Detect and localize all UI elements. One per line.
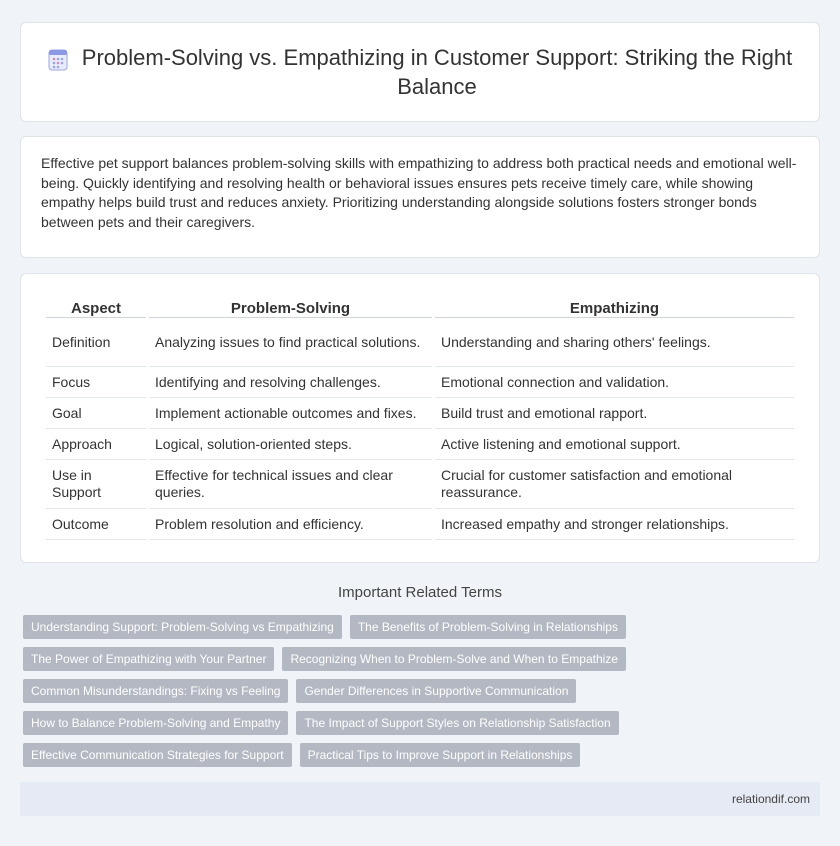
related-terms-list <box>23 615 823 775</box>
table-cell: Problem resolution and efficiency. <box>149 509 432 540</box>
related-terms-title: Important Related Terms <box>338 584 502 601</box>
table-cell: Crucial for customer satisfaction and emotional reassurance. <box>435 460 794 509</box>
table-cell: Active listening and emotional support. <box>435 429 794 460</box>
table-row <box>46 318 794 367</box>
table-cell: Outcome <box>46 509 146 540</box>
table-cell: Focus <box>46 367 146 398</box>
table-cell: Identifying and resolving challenges. <box>149 367 432 398</box>
intro-card <box>20 136 820 258</box>
table-cell: Logical, solution-oriented steps. <box>149 429 432 460</box>
tag-row <box>23 711 823 735</box>
table-cell: Definition <box>46 318 146 367</box>
comparison-table <box>43 294 797 540</box>
related-term-tag[interactable]: The Impact of Support Styles on Relationship Satisfaction <box>296 711 618 735</box>
table-cell: Use in Support <box>46 460 146 509</box>
table-cell: Implement actionable outcomes and fixes. <box>149 398 432 429</box>
related-term-tag[interactable]: The Power of Empathizing with Your Partner <box>23 647 274 671</box>
related-term-tag[interactable]: How to Balance Problem-Solving and Empathy <box>23 711 288 735</box>
table-row <box>46 429 794 460</box>
comparison-table-card <box>20 273 820 563</box>
tag-row <box>23 615 823 639</box>
related-term-tag[interactable]: Gender Differences in Supportive Communication <box>296 679 576 703</box>
table-cell: Increased empathy and stronger relationships. <box>435 509 794 540</box>
page-title: Problem-Solving vs. Empathizing in Customer Support: Striking the Right Balance <box>81 45 793 99</box>
related-term-tag[interactable]: Common Misunderstandings: Fixing vs Feeling <box>23 679 288 703</box>
table-cell: Goal <box>46 398 146 429</box>
column-header-empathizing: Empathizing <box>435 294 794 318</box>
table-cell: Build trust and emotional rapport. <box>435 398 794 429</box>
related-term-tag[interactable]: Understanding Support: Problem-Solving vs Empathizing <box>23 615 342 639</box>
table-cell: Effective for technical issues and clear queries. <box>149 460 432 509</box>
footer <box>20 782 820 816</box>
related-term-tag[interactable]: Effective Communication Strategies for Support <box>23 743 292 767</box>
intro-text: Effective pet support balances problem-solving skills with empathizing to address both practical needs and emotional well-being. Quickly identifying and resolving health or behavioral issues ensures pets receive timely care, while showing empathy helps build trust and reduces anxiety. Prioritizing understanding alongside solutions fosters stronger bonds between pets and their caregivers. <box>41 155 797 230</box>
table-row <box>46 509 794 540</box>
table-row <box>46 367 794 398</box>
table-cell: Understanding and sharing others' feelings. <box>435 318 794 367</box>
column-header-problem-solving: Problem-Solving <box>149 294 432 318</box>
related-term-tag[interactable]: Recognizing When to Problem-Solve and When to Empathize <box>282 647 626 671</box>
footer-site-link[interactable]: relationdif.com <box>731 792 810 806</box>
column-header-aspect: Aspect <box>46 294 146 318</box>
table-header-row <box>46 294 794 318</box>
related-term-tag[interactable]: Practical Tips to Improve Support in Relationships <box>300 743 581 767</box>
table-cell: Analyzing issues to find practical solutions. <box>149 318 432 367</box>
related-term-tag[interactable]: The Benefits of Problem-Solving in Relationships <box>350 615 626 639</box>
table-cell: Emotional connection and validation. <box>435 367 794 398</box>
table-row <box>46 460 794 509</box>
header-card <box>20 22 820 122</box>
tag-row <box>23 743 823 767</box>
table-cell: Approach <box>46 429 146 460</box>
table-row <box>46 398 794 429</box>
tag-row <box>23 647 823 671</box>
tag-row <box>23 679 823 703</box>
